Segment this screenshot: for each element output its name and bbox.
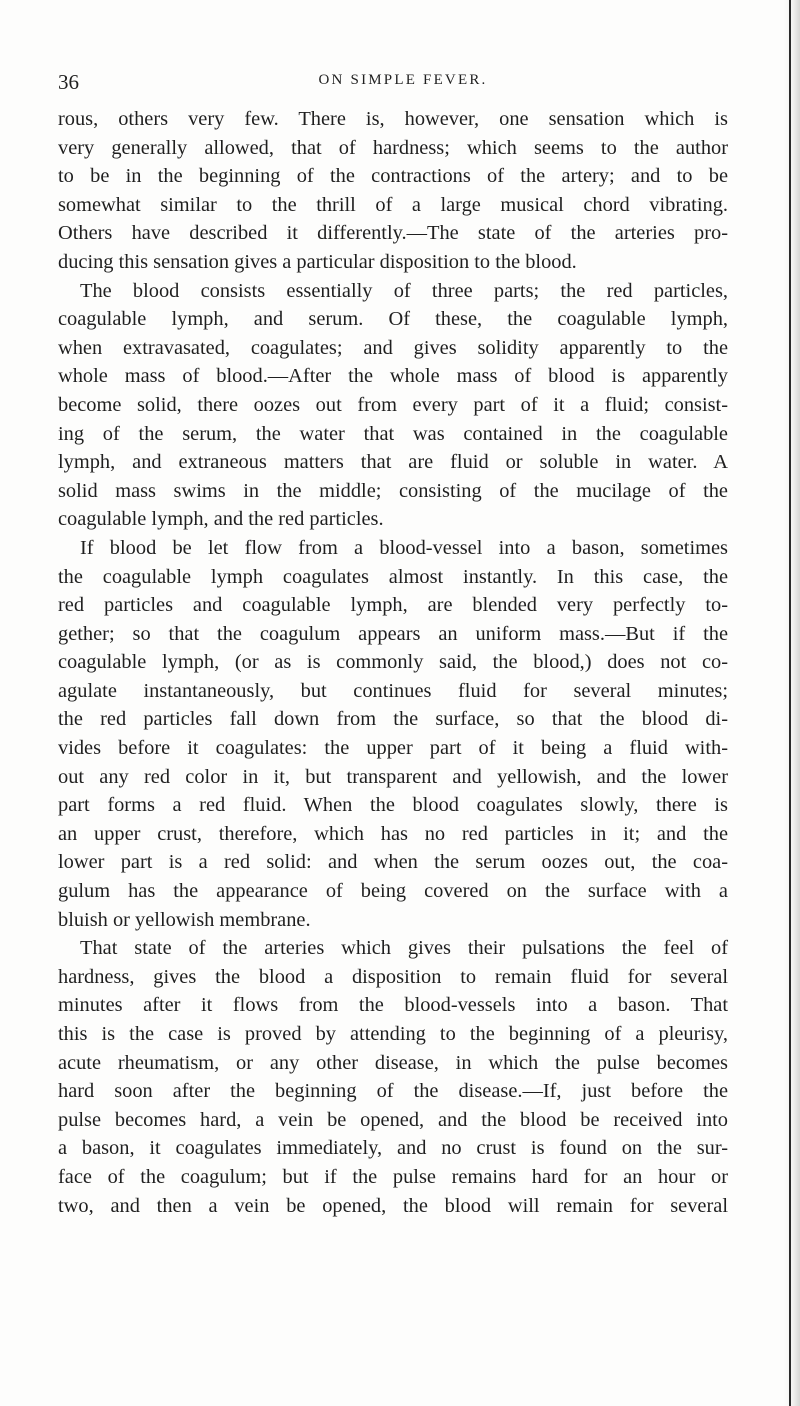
page-header (58, 70, 728, 94)
page-binding-edge (784, 0, 800, 1406)
text-line: to be in the beginning of the contractions of the artery; and to be (58, 165, 728, 188)
text-line: become solid, there oozes out from every part of it a fluid; consist- (58, 393, 728, 416)
text-line: when extravasated, coagulates; and gives solidity apparently to the (58, 336, 728, 359)
text-line: pulse becomes hard, a vein be opened, and the blood be received into (58, 1108, 728, 1131)
text-line: solid mass swims in the middle; consisting of the mucilage of the (58, 479, 728, 502)
text-line: rous, others very few. There is, however, one sensation which is (58, 108, 728, 130)
text-line: The blood consists essentially of three parts; the red particles, (80, 279, 728, 302)
page-number: 36 (58, 70, 79, 94)
text-line: somewhat similar to the thrill of a large musical chord vibrating. (58, 193, 728, 216)
text-line: the red particles fall down from the surface, so that the blood di- (58, 708, 728, 731)
text-line: acute rheumatism, or any other disease, in which the pulse becomes (58, 1051, 728, 1074)
body-text (58, 105, 728, 1220)
text-line: ducing this sensation gives a particular disposition to the blood. (58, 250, 577, 273)
text-line: lymph, and extraneous matters that are fluid or soluble in water. A (58, 451, 728, 474)
text-line: minutes after it flows from the blood-vessels into a bason. That (58, 994, 728, 1017)
text-line: gulum has the appearance of being covered on the surface with a (58, 880, 728, 903)
text-line: lower part is a red solid: and when the serum oozes out, the coa- (58, 851, 728, 874)
running-head: ON SIMPLE FEVER. (318, 72, 488, 88)
text-line: an upper crust, therefore, which has no red particles in it; and the (58, 822, 728, 845)
text-line: the coagulable lymph coagulates almost instantly. In this case, the (58, 565, 728, 588)
page-edge-rule (789, 0, 791, 1406)
text-line: hardness, gives the blood a disposition to remain fluid for several (58, 965, 728, 988)
text-line: If blood be let flow from a blood-vessel into a bason, sometimes (80, 536, 728, 559)
text-line: coagulable lymph, (or as is commonly said, the blood,) does not co- (58, 651, 728, 674)
text-line: gether; so that the coagulum appears an uniform mass.—But if the (58, 622, 728, 645)
text-line: part forms a red fluid. When the blood coagulates slowly, there is (58, 794, 728, 817)
text-line: coagulable lymph, and the red particles. (58, 508, 384, 531)
text-line: ing of the serum, the water that was contained in the coagulable (58, 422, 728, 445)
text-line: That state of the arteries which gives their pulsations the feel of (80, 937, 728, 960)
text-line: hard soon after the beginning of the disease.—If, just before the (58, 1080, 728, 1103)
text-line: whole mass of blood.—After the whole mass of blood is apparently (58, 365, 728, 388)
text-line: agulate instantaneously, but continues fluid for several minutes; (58, 679, 728, 702)
text-line: coagulable lymph, and serum. Of these, the coagulable lymph, (58, 308, 728, 331)
text-line: red particles and coagulable lymph, are blended very perfectly to- (58, 594, 728, 617)
text-line: vides before it coagulates: the upper part of it being a fluid with- (58, 737, 728, 760)
text-line: bluish or yellowish membrane. (58, 908, 311, 931)
text-line: Others have described it differently.—The state of the arteries pro- (58, 222, 728, 245)
text-line: out any red color in it, but transparent and yellowish, and the lower (58, 765, 728, 788)
text-line: face of the coagulum; but if the pulse remains hard for an hour or (58, 1165, 728, 1188)
text-line: very generally allowed, that of hardness; which seems to the author (58, 136, 728, 159)
text-line: this is the case is proved by attending to the beginning of a pleurisy, (58, 1023, 728, 1045)
text-line: a bason, it coagulates immediately, and no crust is found on the sur- (58, 1137, 728, 1160)
text-line: two, and then a vein be opened, the blood will remain for several (58, 1194, 728, 1217)
